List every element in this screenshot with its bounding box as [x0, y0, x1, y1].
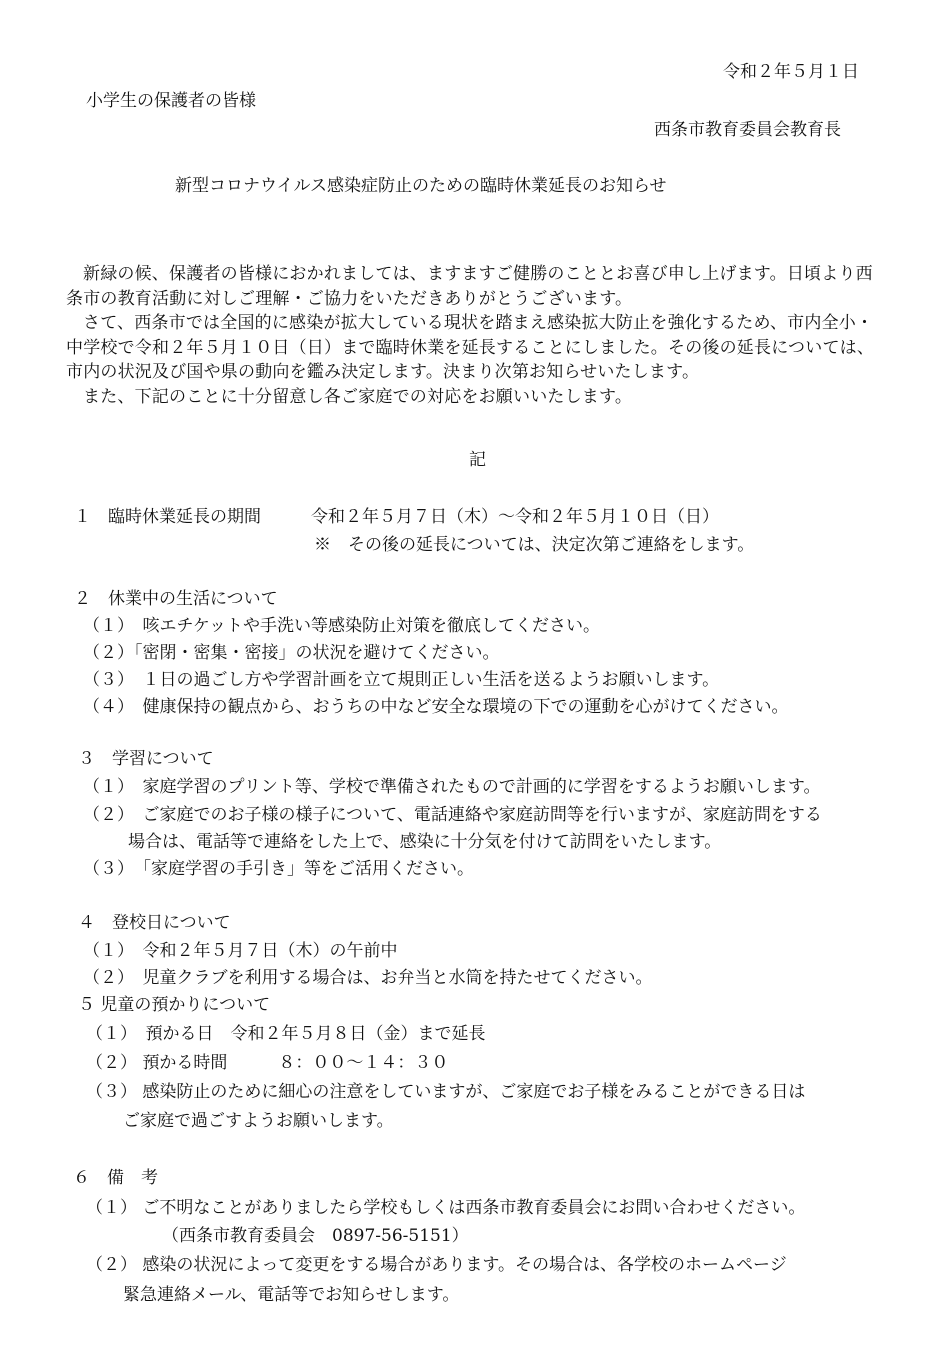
- section-2-item-3: （３） １日の過ごし方や学習計画を立て規則正しい生活を送るようお願いします。: [83, 670, 720, 690]
- section-2-heading: ２ 休業中の生活について: [74, 589, 278, 609]
- intro-paragraph-3: また、下記のことに十分留意し各ご家庭での対応をお願いいたします。: [83, 386, 633, 407]
- section-6-heading: ６ 備 考: [73, 1168, 158, 1188]
- section-6-item-2-cont: 緊急連絡メール、電話等でお知らせします。: [123, 1285, 460, 1305]
- section-5-item-1: （１） 預かる日 令和２年５月８日（金）まで延長: [86, 1024, 486, 1044]
- section-5-heading: ５ 児童の預かりについて: [78, 995, 271, 1015]
- section-6-contact: （西条市教育委員会 0897-56-5151）: [162, 1226, 469, 1246]
- section-4-heading: ４ 登校日について: [78, 913, 231, 933]
- section-4-item-1: （１） 令和２年５月７日（木）の午前中: [83, 941, 398, 961]
- section-1-period: 令和２年５月７日（木）～令和２年５月１０日（日）: [311, 507, 719, 527]
- intro-paragraph-1: 新緑の候、保護者の皆様におかれましては、ますますご健勝のこととお喜び申し上げます。日頃より西条市の教育活動に対しご理解・ご協力をいただきありがとうございます。: [66, 264, 873, 309]
- section-2-item-1: （１） 咳エチケットや手洗い等感染防止対策を徹底してください。: [83, 616, 600, 636]
- section-5-item-3: （３） 感染防止のために細心の注意をしていますが、ご家庭でお子様をみることができる日は: [86, 1082, 806, 1102]
- recipient: 小学生の保護者の皆様: [86, 91, 256, 111]
- intro-body: [66, 262, 886, 409]
- section-4-item-2: （２） 児童クラブを利用する場合は、お弁当と水筒を持たせてください。: [83, 968, 653, 988]
- section-5-item-3-cont: ご家庭で過ごすようお願いします。: [123, 1111, 394, 1131]
- ki-heading: 記: [469, 450, 486, 470]
- section-3-item-2-cont: 場合は、電話等で連絡をした上で、感染に十分気を付けて訪問をいたします。: [128, 832, 722, 852]
- section-2-item-4: （４） 健康保持の観点から、おうちの中など安全な環境の下での運動を心がけてください。: [83, 697, 789, 717]
- document-date: 令和２年５月１日: [723, 62, 859, 82]
- section-2-item-2: （２）「密閉・密集・密接」の状況を避けてください。: [83, 643, 500, 663]
- section-3-item-2: （２） ご家庭でのお子様の様子について、電話連絡や家庭訪問等を行いますが、家庭訪問をする: [83, 805, 822, 825]
- section-1-note: ※ その後の延長については、決定次第ご連絡をします。: [314, 535, 755, 555]
- section-3-item-3: （３） 「家庭学習の手引き」等をご活用ください。: [83, 859, 474, 879]
- document-title: 新型コロナウイルス感染症防止のための臨時休業延長のお知らせ: [175, 176, 667, 196]
- section-3-heading: ３ 学習について: [78, 749, 214, 769]
- section-6-item-2: （２） 感染の状況によって変更をする場合があります。その場合は、各学校のホームページ: [86, 1255, 787, 1275]
- intro-paragraph-2: さて、西条市では全国的に感染が拡大している現状を踏まえ感染拡大防止を強化するため、市内全小・中学校で令和２年５月１０日（日）まで臨時休業を延長することにしました。その後の延長については、市内の状況及び国や県の動向を鑑み決定します。決まり次第お知らせいたします。: [66, 313, 875, 382]
- section-5-item-2: （２） 預かる時間 ８：００～１４：３０: [86, 1053, 449, 1073]
- sender: 西条市教育委員会教育長: [654, 120, 841, 140]
- section-3-item-1: （１） 家庭学習のプリント等、学校で準備されたもので計画的に学習をするようお願いします。: [83, 777, 821, 797]
- section-1-heading: １ 臨時休業延長の期間: [74, 507, 261, 527]
- section-6-item-1: （１） ご不明なことがありましたら学校もしくは西条市教育委員会にお問い合わせください。: [86, 1198, 806, 1218]
